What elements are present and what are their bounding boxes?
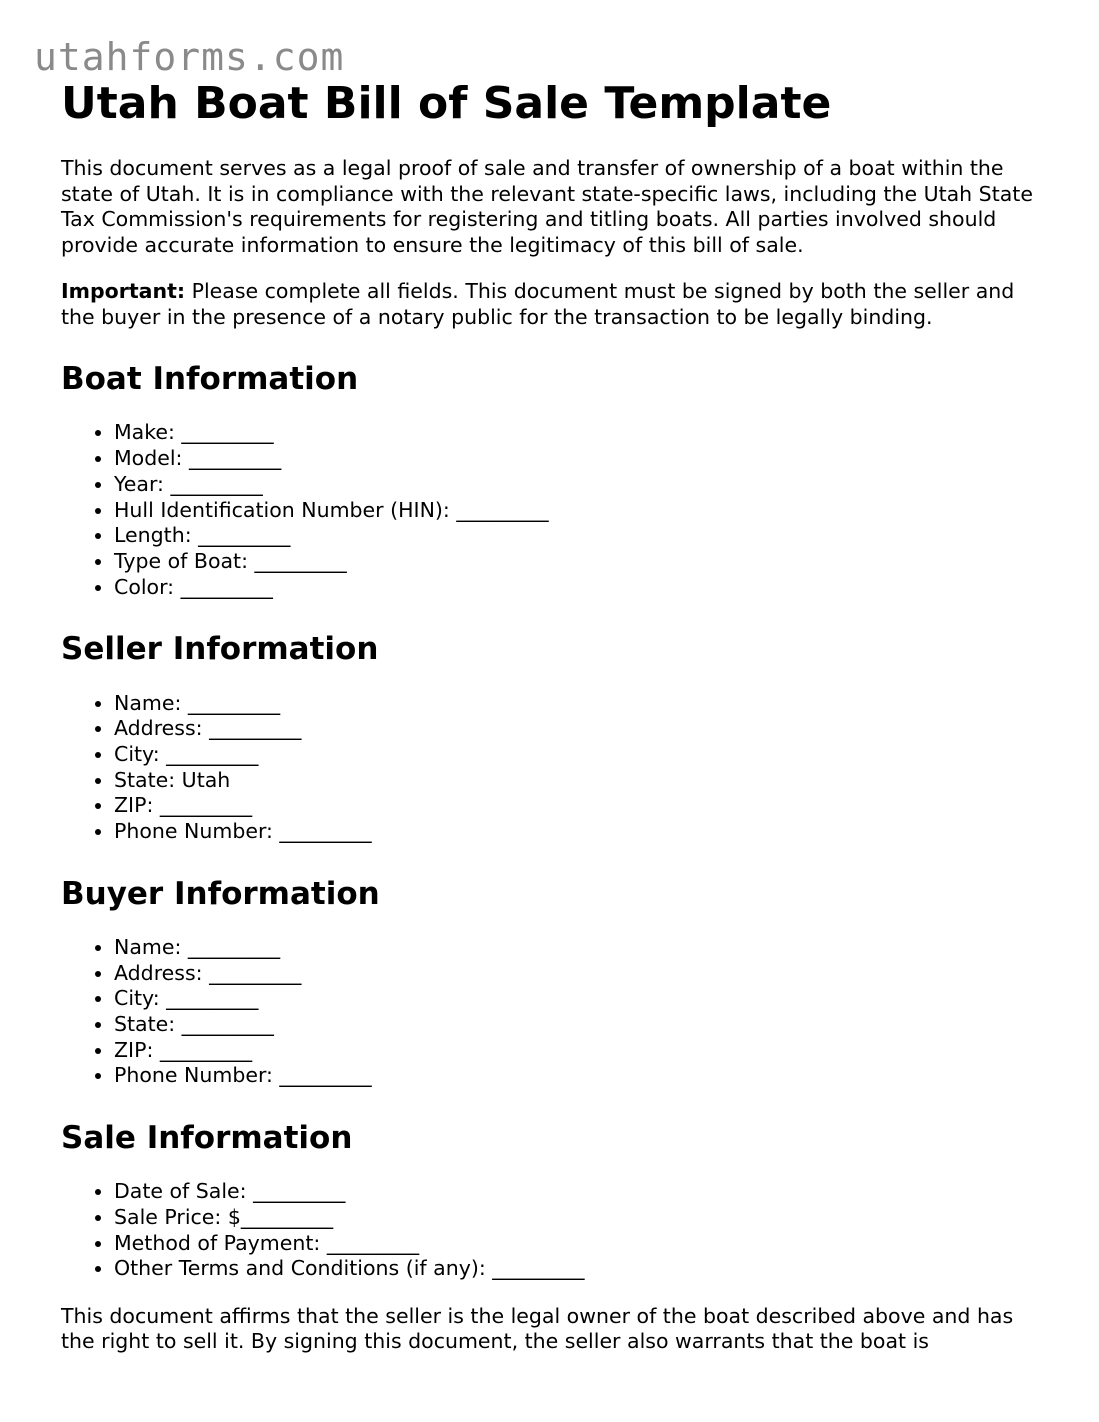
sale-info-heading: Sale Information (61, 1120, 353, 1157)
list-item: • Make: _________ (114, 420, 1041, 446)
list-item: • Name: _________ (114, 691, 1041, 717)
list-item: • Address: _________ (114, 961, 1041, 987)
list-item: • State: _________ (114, 1012, 1041, 1038)
list-item: • Date of Sale: _________ (114, 1179, 1041, 1205)
list-item: • Method of Payment: _________ (114, 1231, 1041, 1257)
list-item: • City: _________ (114, 986, 1041, 1012)
seller-info-heading: Seller Information (61, 631, 379, 668)
list-item: • Length: _________ (114, 523, 1041, 549)
list-item: • Year: _________ (114, 472, 1041, 498)
list-item: • Model: _________ (114, 446, 1041, 472)
list-item: • Color: _________ (114, 575, 1041, 601)
list-item: • State: Utah (114, 768, 1041, 794)
important-text: Please complete all fields. This document must be signed by both the seller and the buyer in the presence of a notary public for the transaction to be legally binding. (61, 279, 1015, 329)
list-item: • Name: _________ (114, 935, 1041, 961)
site-watermark: utahforms.com (34, 35, 345, 79)
list-item: • City: _________ (114, 742, 1041, 768)
document-page (61, 80, 1041, 1376)
closing-paragraph: This document affirms that the seller is the legal owner of the boat described above and has the right to sell it. By signing this document, the seller also warrants that the boat is (61, 1303, 1014, 1354)
boat-info-list (61, 420, 1041, 600)
buyer-info-heading: Buyer Information (61, 875, 380, 912)
list-item: • ZIP: _________ (114, 793, 1041, 819)
boat-info-heading: Boat Information (61, 361, 359, 398)
important-label: Important: (61, 279, 186, 304)
buyer-info-list (61, 935, 1041, 1089)
list-item: • Address: _________ (114, 716, 1041, 742)
list-item: • Other Terms and Conditions (if any): _________ (114, 1256, 1041, 1282)
list-item: • Phone Number: _________ (114, 819, 1041, 845)
list-item: • ZIP: _________ (114, 1038, 1041, 1064)
list-item: • Phone Number: _________ (114, 1063, 1041, 1089)
sale-info-list (61, 1179, 1041, 1282)
list-item: • Hull Identification Number (HIN): _________ (114, 498, 1041, 524)
intro-paragraph: This document serves as a legal proof of sale and transfer of ownership of a boat within the state of Utah. It is in compliance with the relevant state-specific laws, including the Utah State Tax Commission's requirements for registering and titling boats. All parties involved should provide accurate information to ensure the legitimacy of this bill of sale. (61, 156, 1033, 257)
page-title: Utah Boat Bill of Sale Template (61, 78, 832, 129)
seller-info-list (61, 691, 1041, 845)
important-notice (61, 279, 1041, 330)
list-item: • Sale Price: $_________ (114, 1205, 1041, 1231)
list-item: • Type of Boat: _________ (114, 549, 1041, 575)
